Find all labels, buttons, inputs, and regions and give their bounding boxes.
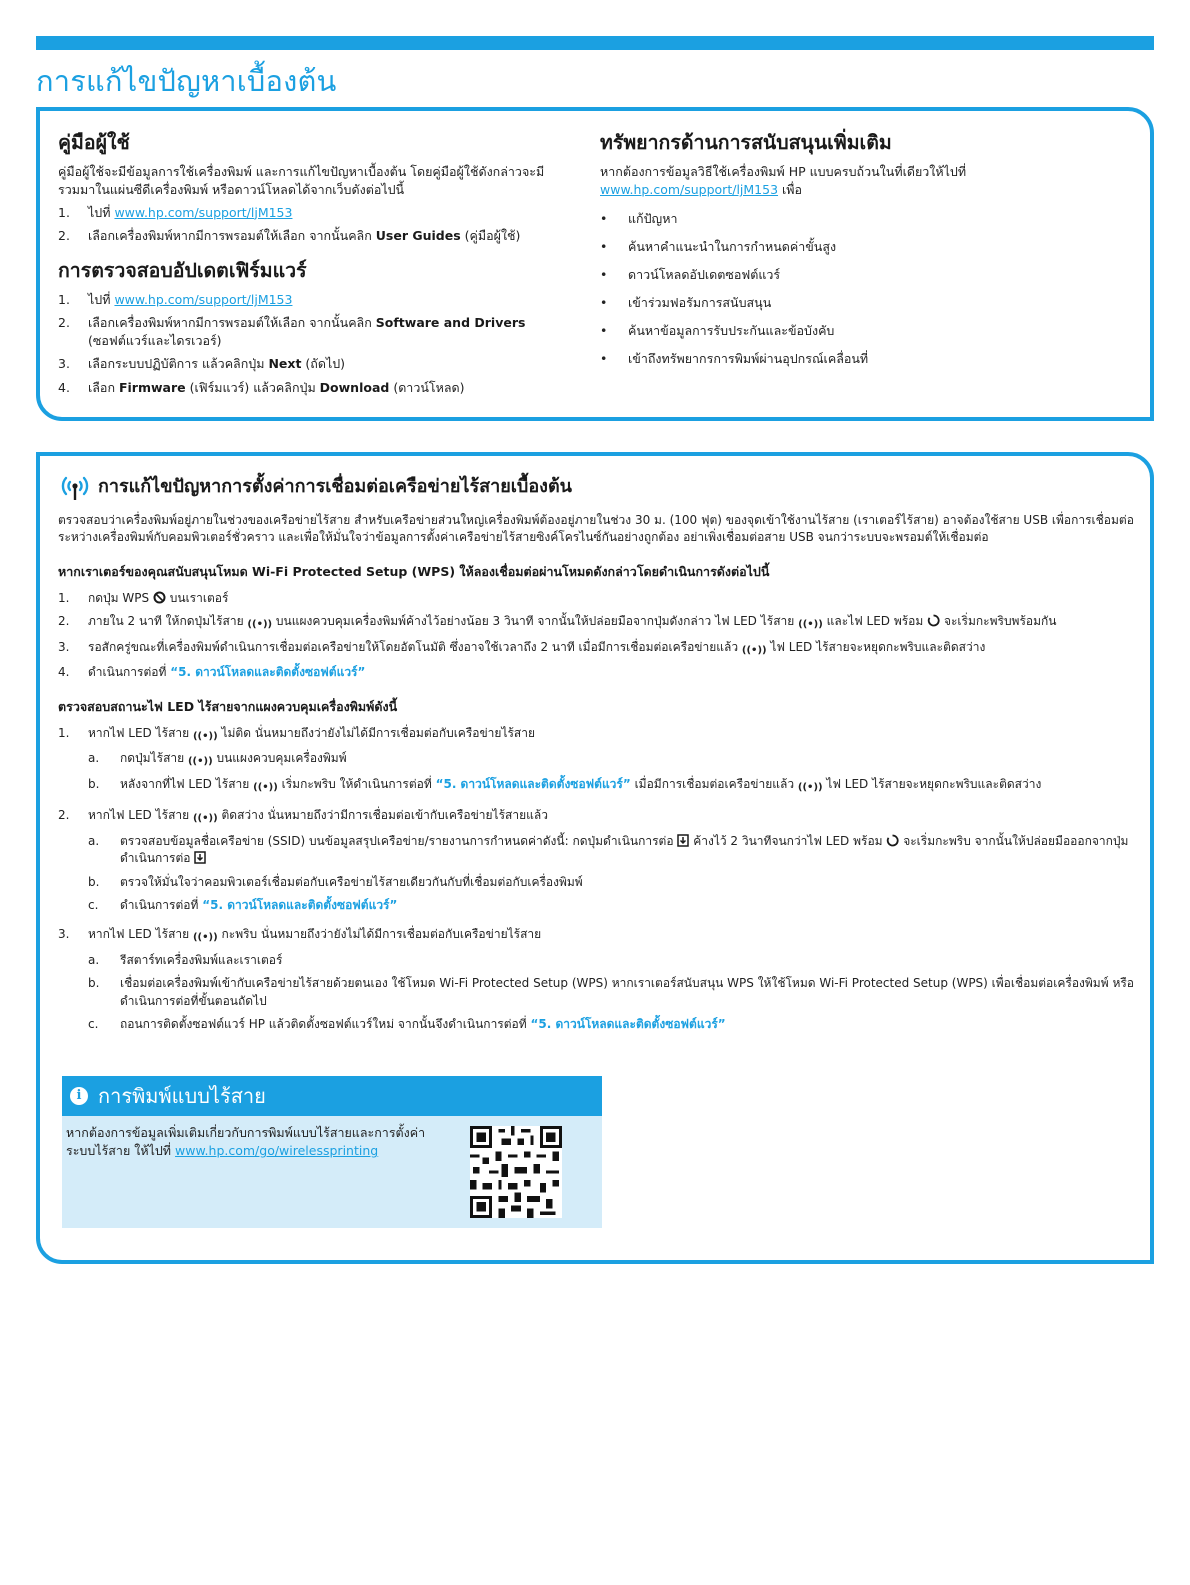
list-item: 2. เลือกเครื่องพิมพ์หากมีการพรอมต์ให้เลือก จากนั้นคลิก Software and Drivers (ซอฟต์แวร์และไดรเวอร์) (58, 315, 526, 349)
resume-icon (677, 834, 689, 847)
led-heading: ตรวจสอบสถานะไฟ LED ไร้สายจากแผงควบคุมเครื่องพิมพ์ดังนี้ (58, 698, 398, 714)
list-item: 1. ไปที่ www.hp.com/support/ljM153 (58, 204, 293, 220)
qr-code[interactable] (470, 1126, 562, 1218)
support-link[interactable]: www.hp.com/support/ljM153 (600, 182, 779, 198)
list-item: 3. หากไฟ LED ไร้สาย ((•)) กะพริบ นั่นหมายถึงว่ายังไม่ได้มีการเชื่อมต่อกับเครือข่ายไร้สาย a. รีสตาร์ทเครื่องพิมพ์และเราเตอร์ b. เชื่อมต่อเครื่องพิมพ์เข้ากับเครือข่ายไร้สายด้วยตนเอง ใช้โหมด Wi-Fi Protected Setup (WPS) หากเราเตอร์สนับสนุน WPS ให้ใช้โหมด Wi-Fi Protected Setup (WPS) เพื่อเชื่อมต่อเครื่องพิมพ์ หรือดำเนินการต่อที่ขั้นตอนถัดไป c. ถอนการติดตั้งซอฟต์แวร์ HP แล้วติดตั้งซอฟต์แวร์ใหม่ จากนั้นจึงดำเนินการต่อที่ “5. ดาวน์โหลดและติดตั้งซอฟต์แวร์” (58, 926, 1138, 1039)
wireless-icon: ((•)) (192, 730, 218, 742)
list-item: • เข้าร่วมฟอรัมการสนับสนุน (600, 294, 772, 310)
left-column (58, 129, 558, 402)
wireless-content (58, 472, 1138, 1045)
list-item: b. ตรวจให้มั่นใจว่าคอมพิวเตอร์เชื่อมต่อกับเครือข่ายไร้สายเดียวกันกับที่เชื่อมต่อกับเครื่องพิมพ์ (88, 874, 583, 889)
user-guide-intro: คู่มือผู้ใช้จะมีข้อมูลการใช้เครื่องพิมพ์ และการแก้ไขปัญหาเบื้องต้น โดยคู่มือผู้ใช้ดังกล่าวจะมีรวมมาในแผ่นซีดีเครื่องพิมพ์ หรือดาวน์โหลดได้จากเว็บดังต่อไปนี้ (58, 164, 545, 198)
wireless-printing-box (62, 1076, 602, 1228)
wireless-printing-body: หากต้องการข้อมูลเพิ่มเติมเกี่ยวกับการพิมพ์แบบไร้สายและการตั้งค่าระบบไร้สาย ให้ไปที่ www.hp.com/go/wirelessprinting (62, 1116, 602, 1172)
list-item: • แก้ปัญหา (600, 210, 678, 226)
resources-heading: ทรัพยากรด้านการสนับสนุนเพิ่มเติม (600, 131, 892, 154)
list-item: a. กดปุ่มไร้สาย ((•)) บนแผงควบคุมเครื่องพิมพ์ (88, 750, 1138, 770)
list-item: a. ตรวจสอบข้อมูลชื่อเครือข่าย (SSID) บนข้อมูลสรุปเครือข่าย/รายงานการกำหนดค่าดังนี้: กดปุ่มดำเนินการต่อ ค้างไว้ 2 วินาทีจนกว่าไฟ LED พร้อม จะเริ่มกะพริบ จากนั้นให้ปล่อยมือออกจากปุ่มดำเนินการต่อ (88, 833, 1129, 866)
ready-icon (886, 834, 899, 847)
wireless-icon: ((•)) (187, 756, 213, 768)
resources-list (600, 210, 1120, 369)
section-reference: “5. ดาวน์โหลดและติดตั้งซอฟต์แวร์” (435, 776, 631, 791)
list-item: • เข้าถึงทรัพยากรการพิมพ์ผ่านอุปกรณ์เคลื่อนที่ (600, 351, 869, 367)
wireless-heading: การแก้ไขปัญหาการตั้งค่าการเชื่อมต่อเครือข่ายไร้สายเบื้องต้น (58, 472, 1138, 502)
list-item: b. หลังจากที่ไฟ LED ไร้สาย ((•)) เริ่มกะพริบ ให้ดำเนินการต่อที่ “5. ดาวน์โหลดและติดตั้งซอฟต์แวร์” เมื่อมีการเชื่อมต่อเครือข่ายแล้ว ((•)) ไฟ LED ไร้สายจะหยุดกะพริบและติดสว่าง (88, 776, 1138, 796)
wireless-icon: ((•)) (247, 619, 273, 631)
info-icon: i (70, 1087, 88, 1105)
right-column (600, 129, 1120, 378)
firmware-steps (58, 291, 558, 397)
wps-icon (153, 591, 166, 604)
resources-intro: หากต้องการข้อมูลวิธีใช้เครื่องพิมพ์ HP แบบครบถ้วนในที่เดียวให้ไปที่ www.hp.com/support/ljM153 เพื่อ (600, 164, 967, 198)
list-item: 1. หากไฟ LED ไร้สาย ((•)) ไม่ติด นั่นหมายถึงว่ายังไม่ได้มีการเชื่อมต่อกับเครือข่ายไร้สาย a. กดปุ่มไร้สาย ((•)) บนแผงควบคุมเครื่องพิมพ์ b. หลังจากที่ไฟ LED ไร้สาย ((•)) เริ่มกะพริบ ให้ดำเนินการต่อที่ “5. ดาวน์โหลดและติดตั้งซอฟต์แวร์” เมื่อมีการเชื่อมต่อเครือข่ายแล้ว ((•)) ไฟ LED ไร้สายจะหยุดกะพริบและติดสว่าง (58, 725, 1138, 802)
support-link[interactable]: www.hp.com/support/ljM153 (114, 204, 293, 220)
list-item: c. ถอนการติดตั้งซอฟต์แวร์ HP แล้วติดตั้งซอฟต์แวร์ใหม่ จากนั้นจึงดำเนินการต่อที่ “5. ดาวน์โหลดและติดตั้งซอฟต์แวร์” (88, 1017, 726, 1032)
wireless-icon: ((•)) (253, 781, 278, 793)
list-item: • ค้นหาคำแนะนำในการกำหนดค่าขั้นสูง (600, 238, 837, 254)
wireless-icon: ((•)) (741, 644, 767, 656)
list-item: 4. เลือก Firmware (เฟิร์มแวร์) แล้วคลิกปุ่ม Download (ดาวน์โหลด) (58, 379, 465, 395)
list-item: c. ดำเนินการต่อที่ “5. ดาวน์โหลดและติดตั้งซอฟต์แวร์” (88, 897, 398, 912)
firmware-heading: การตรวจสอบอัปเดตเฟิร์มแวร์ (58, 258, 307, 282)
list-item: • ค้นหาข้อมูลการรับประกันและข้อบังคับ (600, 323, 835, 339)
user-guide-steps (58, 204, 558, 245)
top-accent-bar (36, 36, 1154, 50)
list-item: 4. ดำเนินการต่อที่ “5. ดาวน์โหลดและติดตั้งซอฟต์แวร์” (58, 665, 366, 680)
list-item: 2. ภายใน 2 นาที ให้กดปุ่มไร้สาย ((•)) บนแผงควบคุมเครื่องพิมพ์ค้างไว้อย่างน้อย 3 วินาที จากนั้นให้ปล่อยมือจากปุ่มดังกล่าว ไฟ LED ไร้สาย ((•)) และไฟ LED พร้อม จะเริ่มกะพริบพร้อมกัน (58, 613, 1138, 633)
wireless-icon (58, 472, 92, 502)
ready-icon (927, 614, 940, 627)
wireless-icon: ((•)) (797, 781, 823, 793)
section-reference: “5. ดาวน์โหลดและติดตั้งซอฟต์แวร์” (202, 897, 398, 912)
wireless-icon: ((•)) (192, 932, 218, 944)
user-guide-heading: คู่มือผู้ใช้ (58, 131, 130, 154)
list-item: 1. กดปุ่ม WPS บนเราเตอร์ (58, 590, 229, 605)
wireless-printing-header: i การพิมพ์แบบไร้สาย (62, 1076, 602, 1116)
wireless-panel (36, 452, 1154, 1264)
list-item: 3. รอสักครู่ขณะที่เครื่องพิมพ์ดำเนินการเชื่อมต่อเครือข่ายให้โดยอัตโนมัติ ซึ่งอาจใช้เวลาถึง 2 นาที เมื่อมีการเชื่อมต่อเครือข่ายแล้ว ((•)) ไฟ LED ไร้สายจะหยุดกะพริบและติดสว่าง (58, 639, 1138, 659)
page-title: การแก้ไขปัญหาเบื้องต้น (36, 64, 337, 98)
section-reference: “5. ดาวน์โหลดและติดตั้งซอฟต์แวร์” (530, 1017, 726, 1032)
list-item: 2. เลือกเครื่องพิมพ์หากมีการพรอมต์ให้เลือก จากนั้นคลิก User Guides (คู่มือผู้ใช้) (58, 227, 521, 243)
resume-icon (194, 851, 206, 864)
support-link[interactable]: www.hp.com/support/ljM153 (114, 292, 293, 308)
wps-heading: หากเราเตอร์ของคุณสนับสนุนโหมด Wi-Fi Protected Setup (WPS) ให้ลองเชื่อมต่อผ่านโหมดดังกล่าวโดยดำเนินการดังต่อไปนี้ (58, 563, 770, 579)
list-item: 1. ไปที่ www.hp.com/support/ljM153 (58, 292, 293, 308)
list-item: • ดาวน์โหลดอัปเดตซอฟต์แวร์ (600, 266, 781, 282)
list-item: 3. เลือกระบบปฏิบัติการ แล้วคลิกปุ่ม Next (ถัดไป) (58, 356, 346, 372)
wireless-intro: ตรวจสอบว่าเครื่องพิมพ์อยู่ภายในช่วงของเครือข่ายไร้สาย สำหรับเครือข่ายส่วนใหญ่เครื่องพิมพ์ต้องอยู่ภายในช่วง 30 ม. (100 ฟุต) ของจุดเข้าใช้งานไร้สาย (เราเตอร์ไร้สาย) อาจต้องใช้สาย USB เพื่อการเชื่อมต่อระหว่างเครื่องพิมพ์กับคอมพิวเตอร์ชั่วคราว และเพื่อให้มั่นใจว่าข้อมูลการตั้งค่าเครือข่ายไร้สายซิงค์โครไนซ์กันอย่างถูกต้อง อย่าเพิ่งเชื่อมต่อสาย USB จนกว่าระบบจะพรอมต์ให้เชื่อมต่อ (58, 513, 1134, 545)
list-item: b. เชื่อมต่อเครื่องพิมพ์เข้ากับเครือข่ายไร้สายด้วยตนเอง ใช้โหมด Wi-Fi Protected Setup (WPS) หากเราเตอร์สนับสนุน WPS ให้ใช้โหมด Wi-Fi Protected Setup (WPS) เพื่อเชื่อมต่อเครื่องพิมพ์ หรือดำเนินการต่อที่ขั้นตอนถัดไป (88, 976, 1134, 1008)
section-reference: “5. ดาวน์โหลดและติดตั้งซอฟต์แวร์” (170, 665, 366, 680)
wireless-icon: ((•)) (192, 813, 218, 825)
support-panel (36, 107, 1154, 421)
list-item: a. รีสตาร์ทเครื่องพิมพ์และเราเตอร์ (88, 952, 283, 967)
led-steps (58, 725, 1138, 1040)
wireless-icon: ((•)) (798, 619, 823, 631)
wirelessprinting-link[interactable]: www.hp.com/go/wirelessprinting (175, 1143, 379, 1159)
list-item: 2. หากไฟ LED ไร้สาย ((•)) ติดสว่าง นั่นหมายถึงว่ามีการเชื่อมต่อเข้ากับเครือข่ายไร้สายแล้ว a. ตรวจสอบข้อมูลชื่อเครือข่าย (SSID) บนข้อมูลสรุปเครือข่าย/รายงานการกำหนดค่าดังนี้: กดปุ่มดำเนินการต่อ ค้างไว้ 2 วินาทีจนกว่าไฟ LED พร้อม จะเริ่มกะพริบ จากนั้นให้ปล่อยมือออกจากปุ่มดำเนินการต่อ b. ตรวจให้มั่นใจว่าคอมพิวเตอร์เชื่อมต่อกับเครือข่ายไร้สายเดียวกันกับที่เชื่อมต่อกับเครื่องพิมพ์ c. ดำเนินการต่อที่ “5. ดาวน์โหลดและติดตั้งซอฟต์แวร์” (58, 807, 1138, 920)
wps-steps (58, 590, 1138, 682)
